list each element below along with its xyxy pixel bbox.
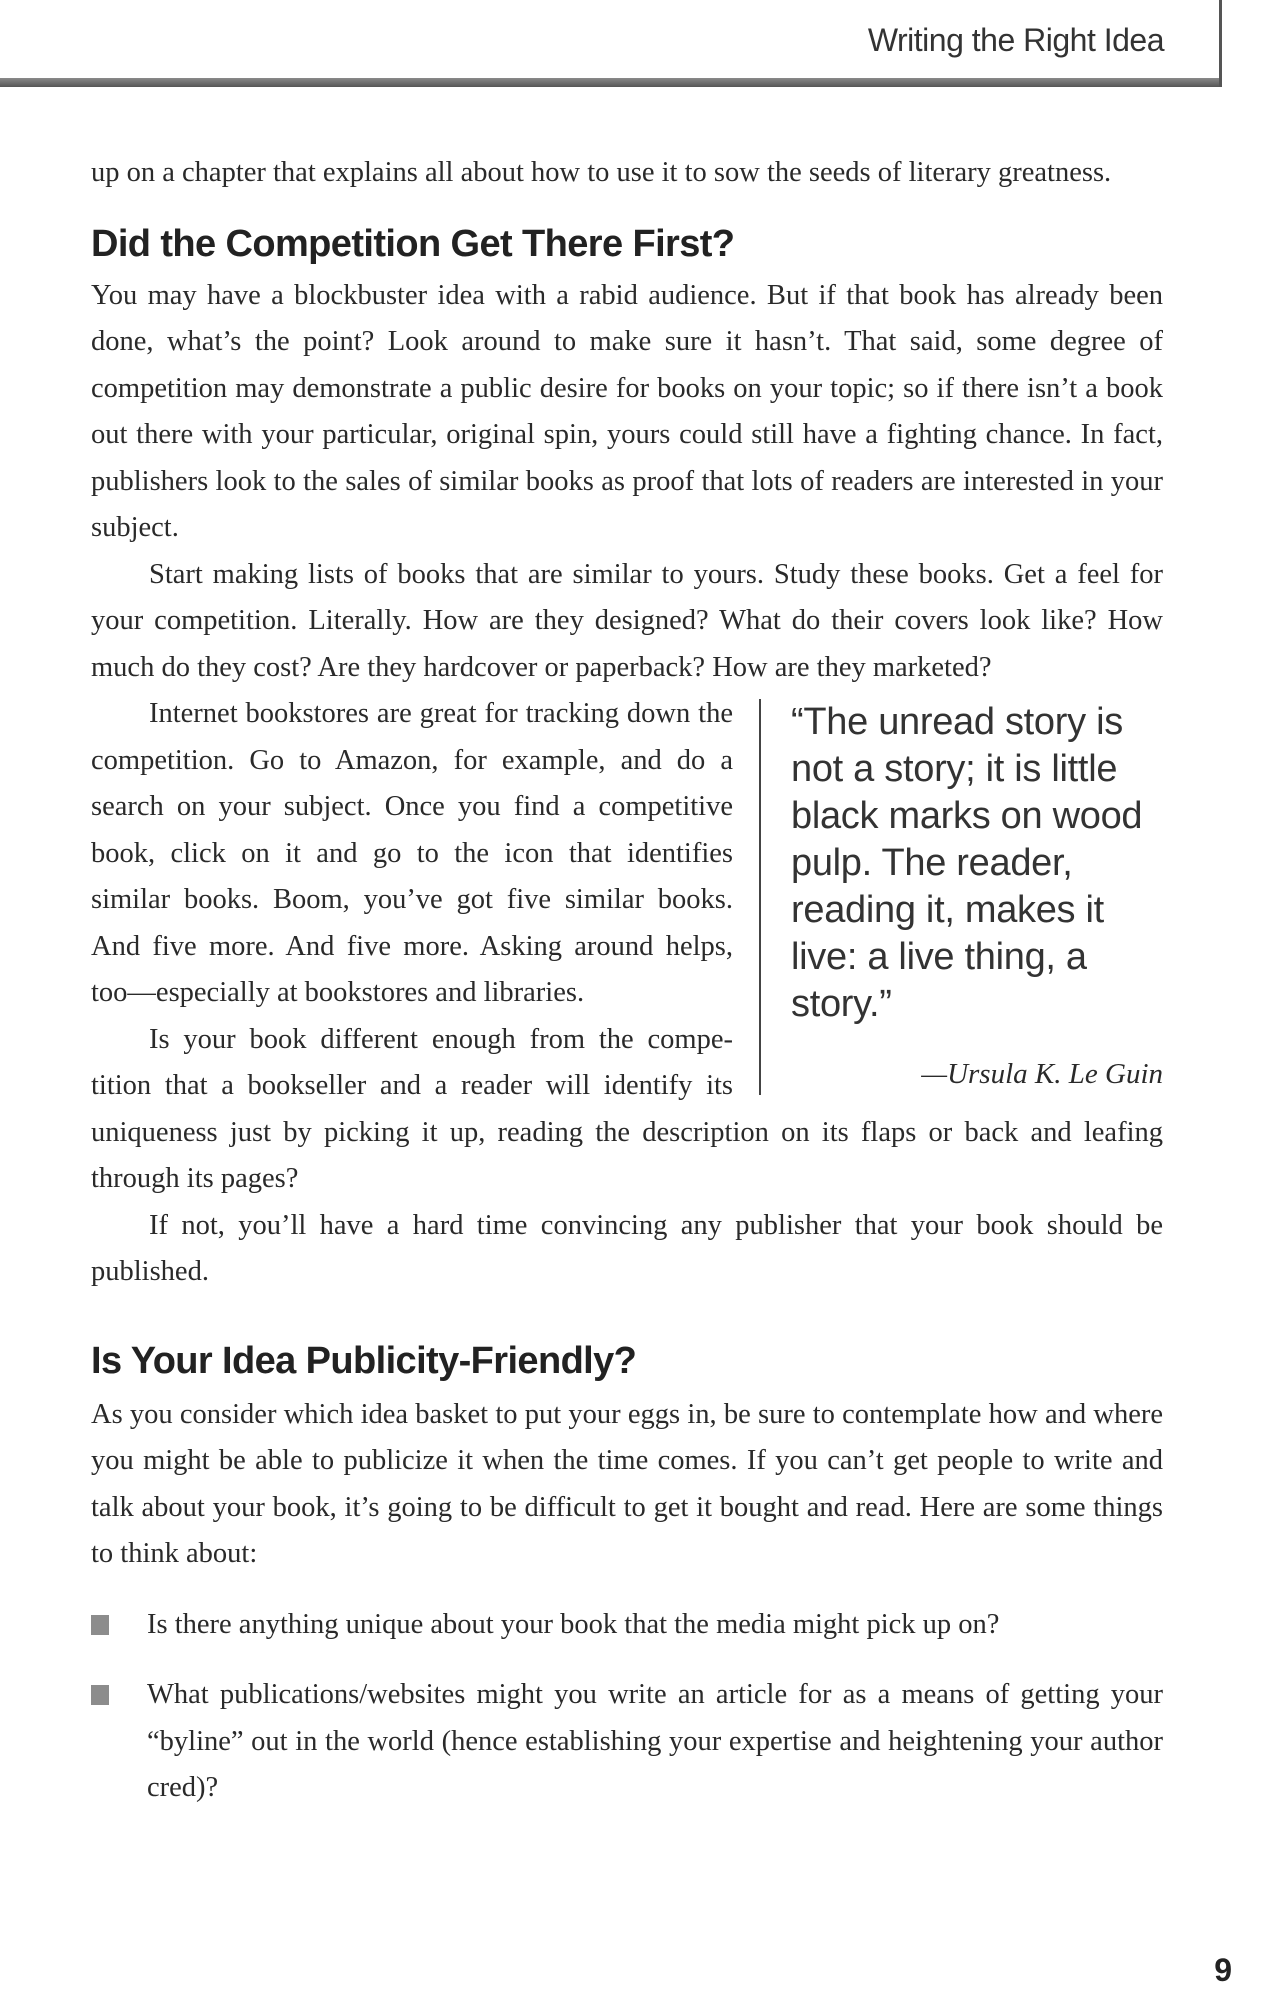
- pull-quote-text: “The unread story is not a story; it is little black marks on wood pulp. The reader, reading it, makes it live: a live thing, a story.”: [791, 701, 1143, 1025]
- body-paragraph: Is your book different enough from the competition that a bookseller and a reader will identify its uniqueness just by picking it up, reading the description on its flaps or back and leafing through its pages?: [91, 1023, 1163, 1194]
- square-bullet-icon: [91, 1685, 109, 1705]
- list-item-text: Is there anything unique about your book that the media might pick up on?: [147, 1608, 1000, 1640]
- square-bullet-icon: [91, 1615, 109, 1635]
- list-item: [91, 1672, 1163, 1812]
- body-paragraph: You may have a blockbuster idea with a rabid audience. But if that book has already been done, what’s the point? Look around to make sure it hasn’t. That said, some degree of competition may demonstrate a public desire for books on your topic; so if there isn’t a book out there with your particular, original spin, yours could still have a fighting chance. In fact, publishers look to the sales of similar books as proof that lots of readers are interested in your subject.: [91, 279, 1163, 543]
- page-body: [91, 150, 1163, 1836]
- running-head: Writing the Right Idea: [867, 22, 1164, 58]
- body-paragraph: If not, you’ll have a hard time convincing any publisher that your book should be published.: [91, 1209, 1163, 1287]
- body-paragraph: As you consider which idea basket to put your eggs in, be sure to contemplate how and where you might be able to publicize it when the time comes. If you can’t get people to write and talk about your book, it’s going to be difficult to get it bought and read. Here are some things to think about:: [91, 1398, 1163, 1569]
- header-rule: [0, 78, 1222, 87]
- list-item-text: What publications/websites might you write an article for as a means of getting your “byline” out in the world (hence establishing your expertise and heightening your author cred)?: [147, 1679, 1163, 1803]
- bullet-list: [91, 1602, 1163, 1812]
- header-vertical-rule: [1219, 0, 1222, 87]
- section-heading-publicity: Is Your Idea Publicity-Friendly?: [91, 1339, 637, 1382]
- body-paragraph: Start making lists of books that are similar to yours. Study these books. Get a feel for your competition. Literally. How are they designed? What do their covers look like? How much do they cost? Are they hardcover or paperback? How are they marketed?: [91, 558, 1163, 683]
- body-paragraph: Internet bookstores are great for tracking down the competition. Go to Amazon, for example, and do a search on your subject. Once you find a competitive book, click on it and go to the icon that identifies similar books. Boom, you’ve got five similar books. And five more. And five more. Asking around helps, too—especially at bookstores and libraries.: [91, 698, 733, 1008]
- pull-quote-attribution: —Ursula K. Le Guin: [921, 1058, 1163, 1090]
- section-heading-competition: Did the Competition Get There First?: [91, 222, 735, 265]
- pull-quote: [759, 699, 1163, 1095]
- intro-paragraph: up on a chapter that explains all about how to use it to sow the seeds of literary greatness.: [91, 157, 1112, 188]
- list-item: [91, 1602, 1163, 1649]
- page-number: 9: [1214, 1952, 1232, 1988]
